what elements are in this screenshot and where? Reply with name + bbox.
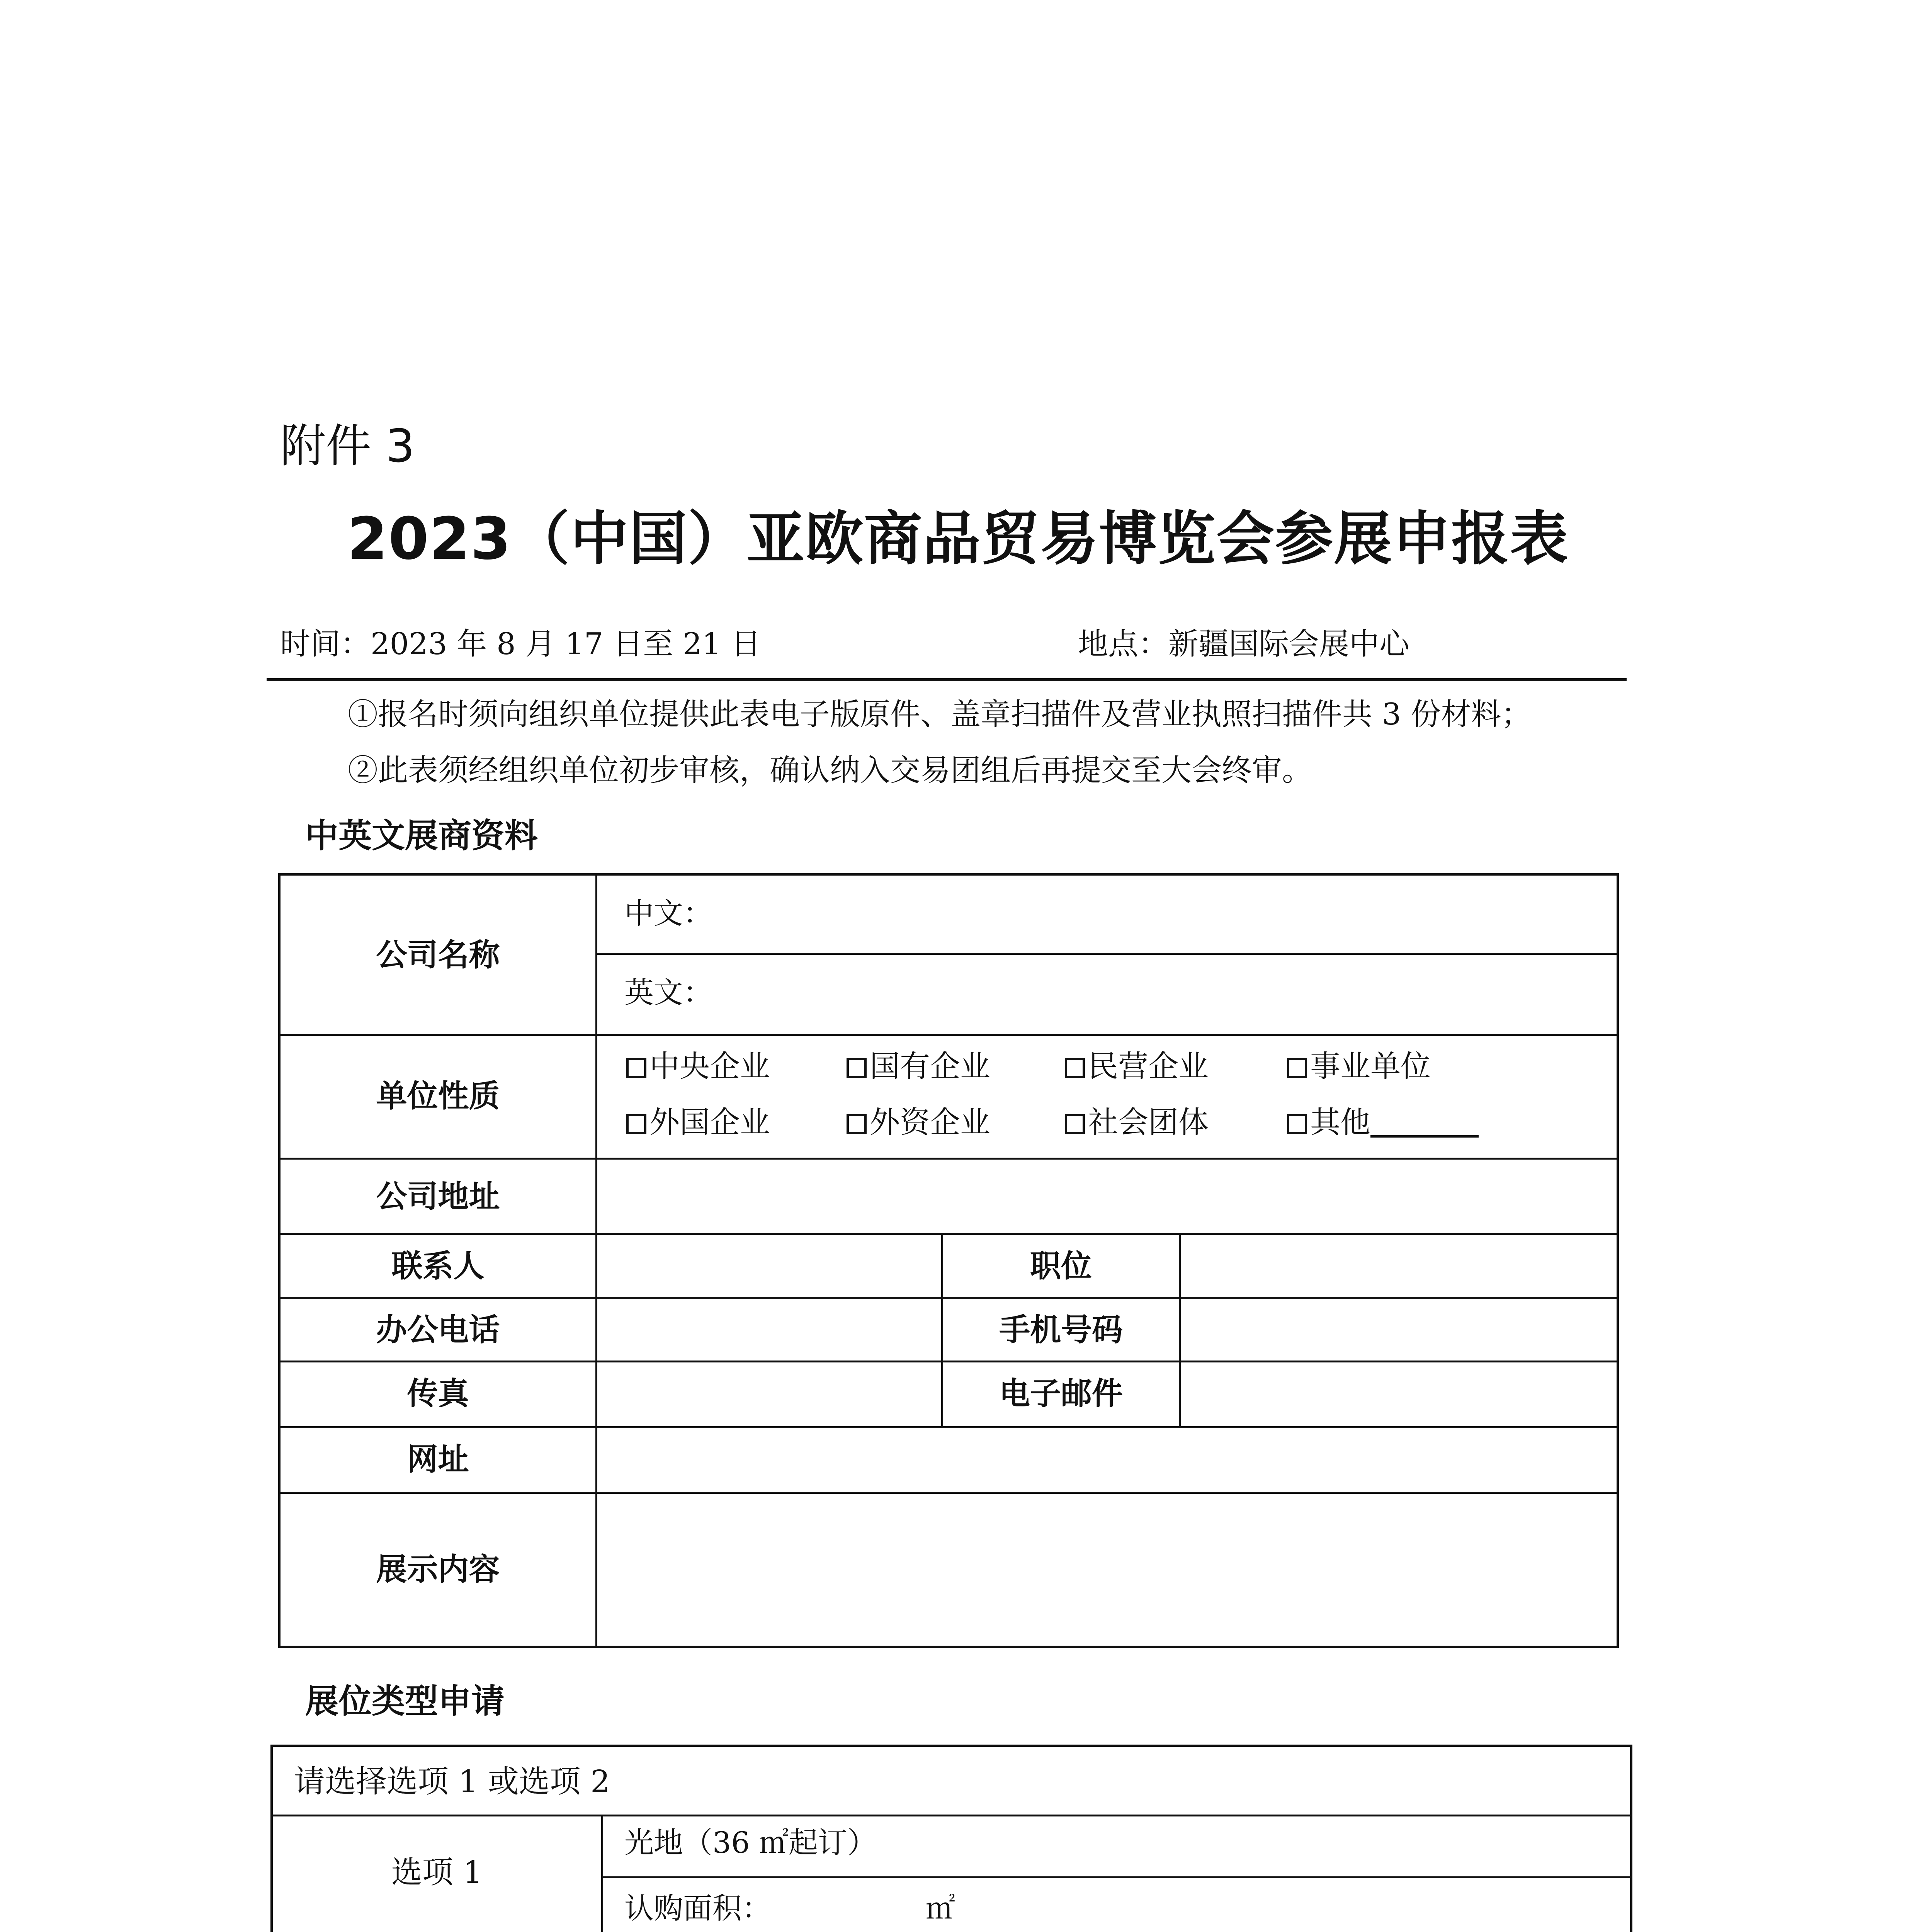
- checkbox-label: 其他: [1310, 1105, 1371, 1140]
- booth-section-heading: 展位类型申请: [305, 1682, 505, 1721]
- table-divider: [281, 1492, 1617, 1494]
- unit-nature-foreign-invested-checkbox[interactable]: [847, 1107, 990, 1138]
- event-time: 时间：2023 年 8 月 17 日至 21 日: [280, 627, 761, 662]
- unit-nature-private-checkbox[interactable]: [1065, 1051, 1209, 1082]
- checkbox-label: 外国企业: [649, 1105, 770, 1140]
- company-address-field[interactable]: [601, 1162, 1613, 1229]
- checkbox-box[interactable]: [626, 1114, 646, 1134]
- option-1-label: 选项 1: [391, 1854, 483, 1890]
- event-place: 地点：新疆国际会展中心: [1078, 627, 1410, 662]
- booth-option-instruction: 请选择选项 1 或选项 2: [294, 1764, 610, 1799]
- checkbox-box[interactable]: [1065, 1058, 1085, 1078]
- checkbox-box[interactable]: [1065, 1114, 1085, 1134]
- table-divider: [273, 1815, 1631, 1816]
- display-content-label: 展示内容: [376, 1551, 500, 1587]
- attachment-label: 附件 3: [280, 419, 415, 473]
- checkbox-box[interactable]: [1287, 1114, 1307, 1134]
- table-divider: [595, 953, 1617, 955]
- note-1: ①报名时须向组织单位提供此表电子版原件、盖章扫描件及营业执照扫描件共 3 份材料；: [348, 697, 1532, 732]
- checkbox-box[interactable]: [626, 1058, 646, 1078]
- table-divider: [281, 1297, 1617, 1299]
- option-1-area-field[interactable]: [787, 1882, 922, 1932]
- checkbox-label: 社会团体: [1088, 1105, 1209, 1140]
- checkbox-label: 事业单位: [1310, 1049, 1431, 1084]
- checkbox-box[interactable]: [847, 1058, 867, 1078]
- unit-nature-other-checkbox[interactable]: [1287, 1107, 1479, 1138]
- unit-nature-foreign-enterprise-checkbox[interactable]: [626, 1107, 770, 1138]
- checkbox-label: 外资企业: [870, 1105, 991, 1140]
- mobile-label: 手机号码: [999, 1311, 1123, 1348]
- booth-type-table: [270, 1745, 1632, 1932]
- office-phone-field[interactable]: [601, 1301, 937, 1359]
- option-1-area-label: 认购面积：: [624, 1891, 771, 1925]
- unit-nature-label: 单位性质: [376, 1078, 500, 1114]
- email-field[interactable]: [1185, 1364, 1613, 1424]
- checkbox-box[interactable]: [847, 1114, 867, 1134]
- contact-person-field[interactable]: [601, 1237, 937, 1295]
- note-2: ②此表须经组织单位初步审核，确认纳入交易团组后再提交至大会终审。: [348, 753, 1312, 788]
- checkbox-label: 中央企业: [649, 1049, 770, 1084]
- unit-nature-social-organization-checkbox[interactable]: [1065, 1107, 1209, 1138]
- company-name-cn-field[interactable]: 中文：: [624, 896, 712, 930]
- exhibitor-section-heading: 中英文展商资料: [305, 816, 538, 855]
- option-1-raw-space: 光地（36 ㎡起订）: [624, 1825, 877, 1860]
- position-label: 职位: [1030, 1248, 1092, 1284]
- table-divider: [601, 1815, 603, 1932]
- form-title: 2023（中国）亚欧商品贸易博览会参展申报表: [347, 505, 1569, 573]
- table-divider: [1179, 1233, 1181, 1426]
- option-1-area-unit: ㎡: [926, 1891, 955, 1925]
- company-name-en-field[interactable]: 英文：: [624, 975, 712, 1010]
- table-divider: [595, 876, 597, 1646]
- fax-label: 传真: [407, 1375, 469, 1412]
- unit-nature-central-enterprise-checkbox[interactable]: [626, 1051, 770, 1082]
- table-divider: [281, 1361, 1617, 1362]
- website-label: 网址: [407, 1441, 469, 1477]
- display-content-field[interactable]: [601, 1496, 1613, 1645]
- company-name-label: 公司名称: [376, 937, 500, 973]
- exhibitor-info-table: [278, 873, 1619, 1648]
- position-field[interactable]: [1185, 1237, 1613, 1295]
- website-field[interactable]: [601, 1430, 1613, 1490]
- checkbox-label: 民营企业: [1088, 1049, 1209, 1084]
- email-label: 电子邮件: [999, 1375, 1123, 1412]
- table-divider: [281, 1034, 1617, 1036]
- table-divider: [281, 1426, 1617, 1428]
- fax-field[interactable]: [601, 1364, 937, 1424]
- checkbox-label: 国有企业: [870, 1049, 991, 1084]
- office-phone-label: 办公电话: [376, 1311, 500, 1348]
- contact-person-label: 联系人: [391, 1248, 485, 1284]
- header-rule: [267, 678, 1627, 681]
- other-fill-line[interactable]: [1370, 1111, 1479, 1138]
- table-divider: [601, 1876, 1631, 1878]
- company-address-label: 公司地址: [376, 1178, 500, 1214]
- checkbox-box[interactable]: [1287, 1058, 1307, 1078]
- unit-nature-public-institution-checkbox[interactable]: [1287, 1051, 1431, 1082]
- unit-nature-state-owned-checkbox[interactable]: [847, 1051, 990, 1082]
- table-divider: [281, 1158, 1617, 1160]
- table-divider: [281, 1233, 1617, 1235]
- mobile-field[interactable]: [1185, 1301, 1613, 1359]
